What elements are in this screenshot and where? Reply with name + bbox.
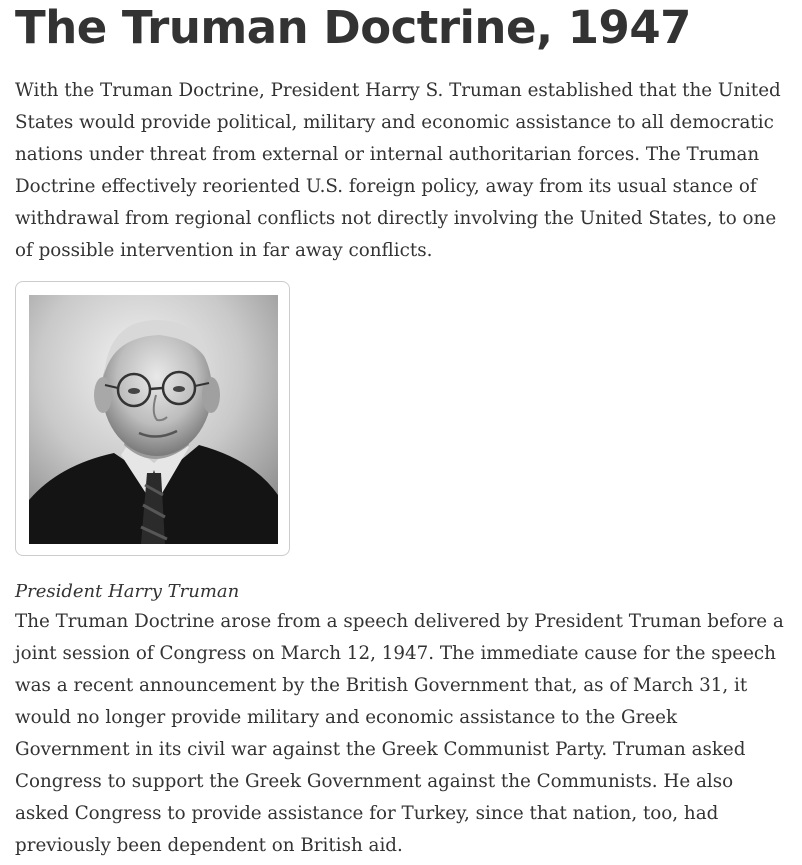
page-title: The Truman Doctrine, 1947 xyxy=(15,1,691,54)
body-paragraph: The Truman Doctrine arose from a speech delivered by President Truman before a joint session of Congress on March 12, 1947. The immediate cause for the speech was a recent announcement by the British Government that, as of March 31, it would no longer provide military and economic assistance to the Greek Government in its civil war against the Greek Communist Party. Truman asked Congress to support the Greek Government against the Communists. He also asked Congress to provide assistance for Turkey, since that nation, too, had previously been dependent on British aid. xyxy=(15,611,784,856)
intro-paragraph: With the Truman Doctrine, President Harry S. Truman established that the United States would provide political, military and economic assistance to all democratic nations under threat from external or internal authoritarian forces. The Truman Doctrine effectively reoriented U.S. foreign policy, away from its usual stance of withdrawal from regional conflicts not directly involving the United States, to one of possible intervention in far away conflicts. xyxy=(15,80,781,261)
figure-caption: President Harry Truman xyxy=(15,581,240,602)
article xyxy=(15,0,787,862)
portrait-illustration xyxy=(29,295,278,544)
portrait-figure xyxy=(15,281,290,556)
truman-portrait-photo xyxy=(29,295,278,544)
